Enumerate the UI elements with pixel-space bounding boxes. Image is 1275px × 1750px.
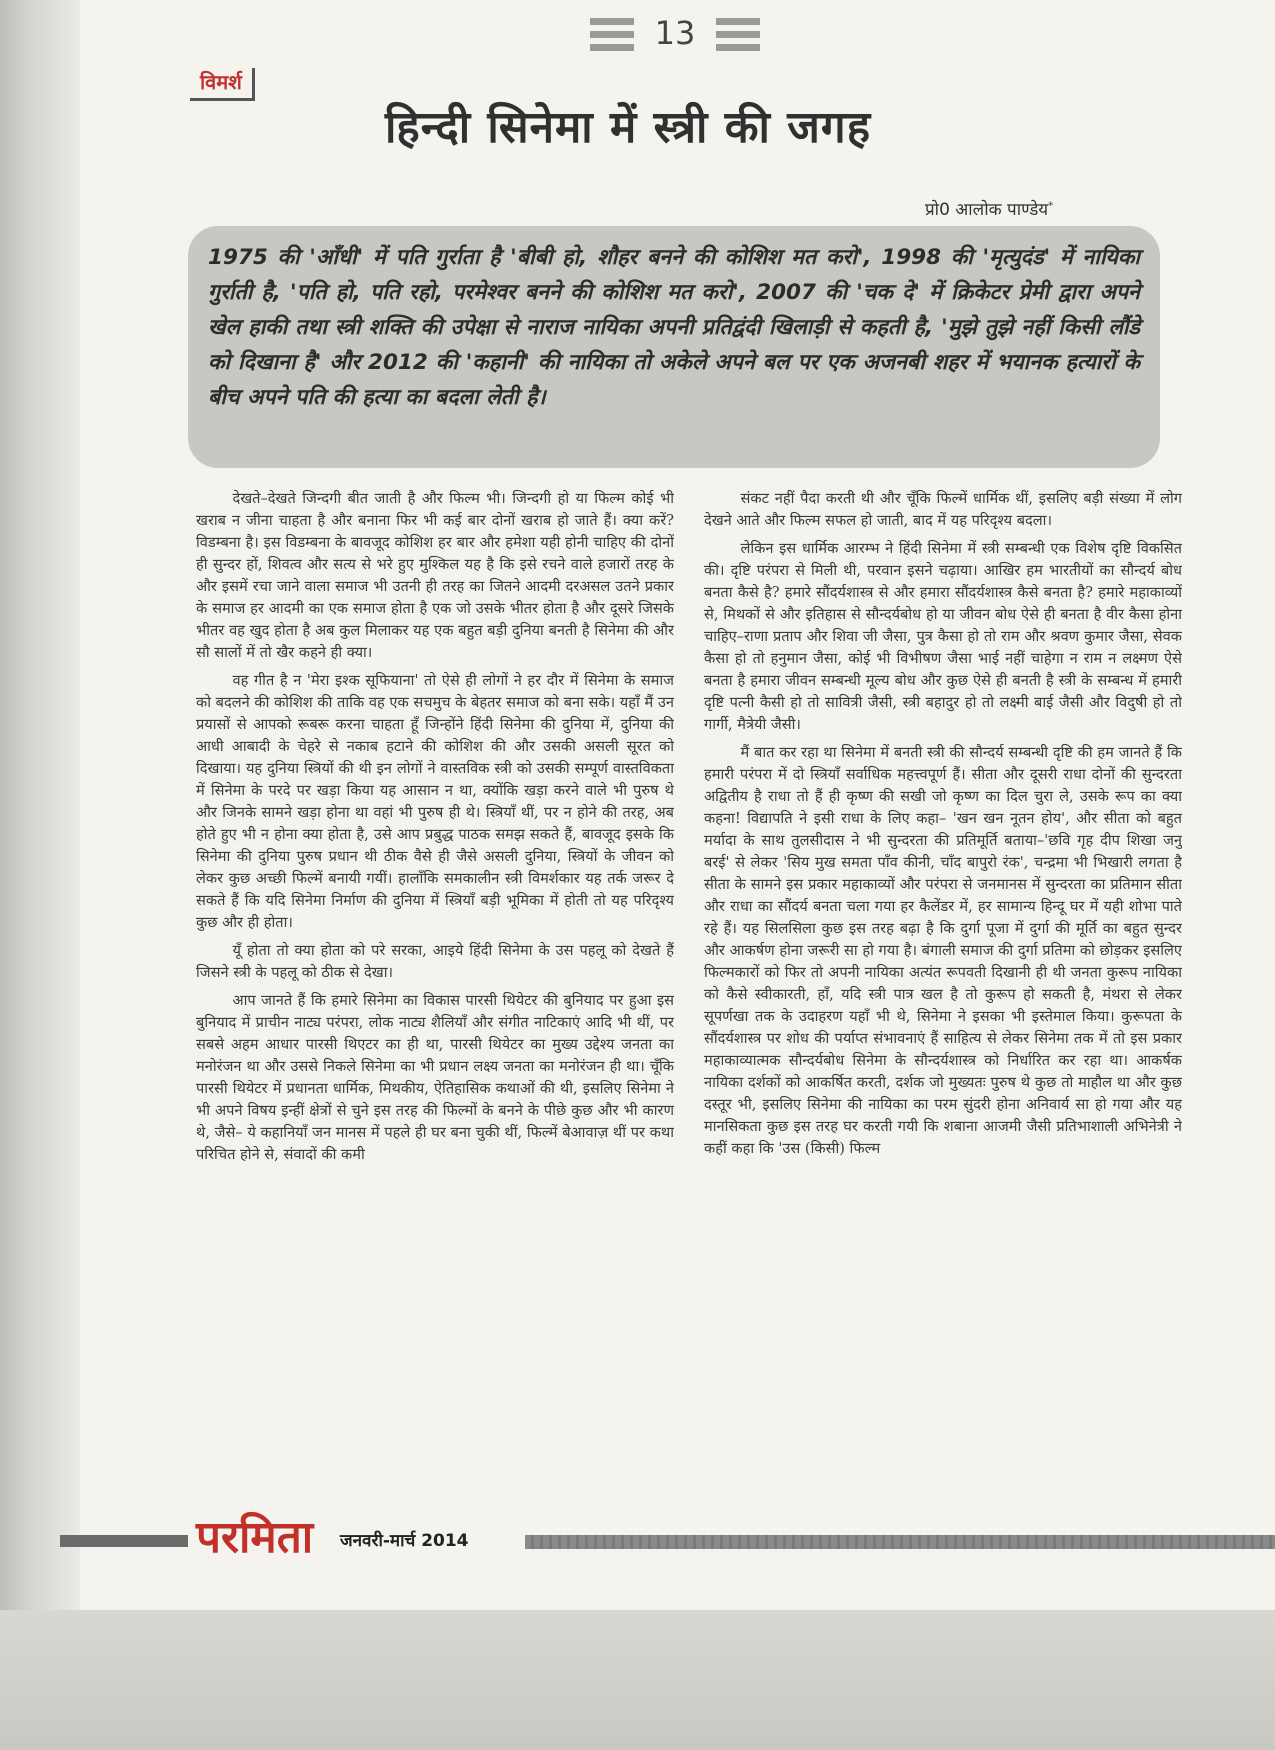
pull-quote-box — [188, 226, 1160, 468]
scan-background — [0, 1610, 1275, 1750]
footer-rule-right — [525, 1535, 1275, 1549]
page-footer — [0, 1510, 1275, 1570]
page-number: 13 — [654, 14, 696, 52]
body-column-left — [196, 488, 674, 1488]
paragraph: वह गीत है न 'मेरा इश्क सूफियाना' तो ऐसे ही लोगों ने हर दौर में सिनेमा के समाज को बदलने की कोशिश की ताकि वह एक सचमुच के बेहतर समाज को बना सके। यहाँ मैं उन प्रयासों से आपको रूबरू करना चाहता हूँ जिन्होंने हिंदी सिनेमा की दुनिया में, दुनिया की आधी आबादी के चेहरे से नकाब हटाने की कोशिश की और उसकी असली सूरत को दिखाया। यह दुनिया स्त्रियों की थी इन लोगों ने वास्तविक स्त्री को उसकी सम्पूर्ण वास्तविकता में सिनेमा के परदे पर खड़ा किया यह आसान न था, क्योंकि खड़ा करने वाले भी पुरुष थे और जिनके सामने खड़ा होना था वहां भी पुरुष ही थे। स्त्रियाँ थीं, पर न होने की तरह, अब होते हुए भी न होना क्या होता है, उसे आप प्रबुद्ध पाठक समझ सकते हैं, बावजूद इसके कि सिनेमा की दुनिया पुरुष प्रधान थी ठीक वैसे ही जैसे असली दुनिया, स्त्रियों के जीवन को लेकर कुछ अच्छी फिल्में बनायी गयीं। हालाँकि समकालीन स्त्री विमर्शकार यह तर्क जरूर दे सकते हैं कि यदि सिनेमा निर्माण की दुनिया में स्त्रियाँ बड़ी भूमिका में होती तो यह परिदृश्य कुछ और ही होता। — [196, 672, 674, 931]
body-column-right — [704, 488, 1182, 1488]
author-name: प्रो0 आलोक पाण्डेय — [925, 200, 1049, 220]
footer-rule-left — [60, 1535, 188, 1547]
author-byline — [925, 197, 1053, 220]
author-footnote-mark: * — [1048, 200, 1054, 212]
paragraph: लेकिन इस धार्मिक आरम्भ ने हिंदी सिनेमा में स्त्री सम्बन्धी एक विशेष दृष्टि विकसित की। दृष्टि परंपरा से मिली थी, परवान इसने चढ़ाया। आखिर हम भारतीयों का सौन्दर्य बोध बनता कैसे है? हमारे सौंदर्यशास्त्र से और हमारा सौंदर्यशास्त्र कैसे बनता है? हमारे महाकाव्यों से, मिथकों से और इतिहास से सौन्दर्यबोध हो या जीवन बोध ऐसे ही बनता है वीर कैसा होना चाहिए–राणा प्रताप और शिवा जी जैसा, पुत्र कैसा हो तो राम और श्रवण कुमार जैसा, सेवक कैसा हो तो हनुमान जैसा, कोई भी विभीषण जैसा भाई नहीं चाहेगा न राम न लक्ष्मण ऐसे बनता है हमारा जीवन सम्बन्धी मूल्य बोध और कुछ ऐसे ही बनती है स्त्री के सम्बन्ध में हमारी दृष्टि पत्नी कैसी हो तो सावित्री जैसी, स्त्री बहादुर हो तो लक्ष्मी बाई जैसी और विदुषी हो तो गार्गी, मैत्रेयी जैसी। — [704, 540, 1182, 733]
paragraph: मैं बात कर रहा था सिनेमा में बनती स्त्री की सौन्दर्य सम्बन्धी दृष्टि की हम जानते हैं कि हमारी परंपरा में दो स्त्रियाँ सर्वाधिक महत्त्वपूर्ण हैं। सीता और दूसरी राधा दोनों की सुन्दरता अद्वितीय है राधा तो हैं ही कृष्ण की सखी जो कृष्ण का दिल चुरा ले, उसके रूप का क्या कहना! विद्यापति ने इसी राधा के लिए कहा– 'खन खन नूतन होय', और सीता को बहुत मर्यादा के साथ तुलसीदास ने भी सुन्दरता की प्रतिमूर्ति बताया–'छवि गृह दीप शिखा जनु बरई' से लेकर 'सिय मुख समता पाँव कीनी, चाँद बापुरो रंक', चन्द्रमा भी भिखारी लगता है सीता के सामने इस प्रकार महाकाव्यों और परंपरा से जनमानस में सुन्दरता का प्रतिमान सीता और राधा का सौंदर्य बनता चला गया हर कैलेंडर में, हर सामान्य हिन्दू घर में यही शोभा पाते रहे हैं। यह सिलसिला कुछ इस तरह बढ़ा है कि दुर्गा पूजा में दुर्गा की मूर्ति का बहुत सुन्दर और आकर्षण होना जरूरी सा हो गया है। बंगाली समाज की दुर्गा प्रतिमा को छोड़कर इसलिए फिल्मकारों को फिर तो अपनी नायिका अत्यंत रूपवती दिखानी ही थी जनता कुरूप नायिका को कैसे स्वीकारती, हाँ, यदि स्त्री पात्र खल है तो कुरूप हो सकती है, मंथरा से लेकर सूपर्णखा तक के उदाहरण यहाँ भी थे, सिनेमा ने इसका भी इस्तेमाल किया। कुरूपता के सौंदर्यशास्त्र पर शोध की पर्याप्त संभावनाएं हैं साहित्य से लेकर सिनेमा तक में तो इस प्रकार महाकाव्यात्मक सौन्दर्यबोध सिनेमा के सौन्दर्यशास्त्र को निर्धारित कर रहा था। आकर्षक नायिका दर्शकों को आकर्षित करती, दर्शक जो मुख्यतः पुरुष थे कुछ तो माहौल था और कुछ दस्तूर भी, इसलिए सिनेमा की नायिका का परम सुंदरी होना अनिवार्य सा हो गया और यह मानसिकता कुछ इस तरह घर करती गयी कि शबाना आजमी जैसी प्रतिभाशाली अभिनेत्री ने कहीं कहा कि 'उस (किसी) फिल्म — [704, 744, 1182, 1157]
paragraph: देखते–देखते जिन्दगी बीत जाती है और फिल्म भी। जिन्दगी हो या फिल्म कोई भी खराब न जीना चाहता है और बनाना फिर भी कई बार दोनों खराब हो जाते हैं। क्या करें? विडम्बना है। इस विडम्बना के बावजूद कोशिश हर बार और हमेशा यही होनी चाहिए की दोनों ही सुन्दर हों, शिवत्व और सत्य से भरे हुए मुश्किल यह है कि इसे रचने वाले हजारों तरह के और इसमें रचा जाने वाला समाज भी उतनी ही तरह का जितने आदमी दरअसल उतने प्रकार के समाज हर आदमी का एक समाज होता है एक जो उसके भीतर होता है और दूसरे जिसके भीतर वह खुद होता है अब कुल मिलाकर यह एक बहुत बड़ी दुनिया बनती है सिनेमा की और सौ सालों में तो खैर कहने ही क्या। — [196, 490, 674, 661]
paragraph: आप जानते हैं कि हमारे सिनेमा का विकास पारसी थियेटर की बुनियाद पर हुआ इस बुनियाद में प्राचीन नाट्य परंपरा, लोक नाट्य शैलियाँ और संगीत नाटिकाएं आदि भी थीं, पर सबसे अहम आधार पारसी थिएटर का ही था, पारसी थियेटर का मुख्य उद्देश्य जनता का मनोरंजन था और उससे निकले सिनेमा का भी प्रधान लक्ष्य जनता का मनोरंजन ही था। चूँकि पारसी थियेटर में प्रधानता धार्मिक, मिथकीय, ऐतिहासिक कथाओं की थी, इसलिए सिनेमा ने भी अपने विषय इन्हीं क्षेत्रों से चुने इस तरह की फिल्मों के बनने के पीछे कुछ और भी कारण थे, जैसे– ये कहानियाँ जन मानस में पहले ही घर बना चुकी थीं, फिल्में बेआवाज़ थीं पर कथा परिचित होने से, संवादों की कमी — [196, 992, 674, 1163]
issue-date: जनवरी-मार्च 2014 — [340, 1531, 469, 1551]
pull-quote-text: 1975 की 'आँधी' में पति गुर्राता है 'बीबी हो, शौहर बनने की कोशिश मत करो', 1998 की 'मृत्युदंड' में नायिका गुर्राती है, 'पति हो, पति रहो, परमेश्वर बनने की कोशिश मत करो', 2007 की 'चक दे' में क्रिकेटर प्रेमी द्वारा अपने खेल हाकी तथा स्त्री शक्ति की उपेक्षा से नाराज नायिका अपनी प्रतिद्वंदी खिलाड़ी से कहती है, 'मुझे तुझे नहीं किसी लौंडे को दिखाना है' और 2012 की 'कहानी' की नायिका तो अकेले अपने बल पर एक अजनबी शहर में भयानक हत्यारों के बीच अपने पति की हत्या का बदला लेती है। — [208, 245, 1140, 410]
paragraph: संकट नहीं पैदा करती थी और चूँकि फिल्में धार्मिक थीं, इसलिए बड़ी संख्या में लोग देखने आते और फिल्म सफल हो जाती, बाद में यह परिदृश्य बदला। — [704, 490, 1182, 529]
binding-shadow — [0, 0, 80, 1750]
folio-ornament-right — [716, 18, 760, 52]
page-number-header — [590, 8, 760, 64]
paragraph: यूँ होता तो क्या होता को परे सरका, आइये हिंदी सिनेमा के उस पहलू को देखते हैं जिसने स्त्री के पहलू को ठीक से देखा। — [196, 942, 674, 981]
article-title: हिन्दी सिनेमा में स्त्री की जगह — [385, 102, 872, 153]
section-label: विमर्श — [190, 68, 255, 101]
magazine-name: परमिता — [196, 1512, 314, 1563]
